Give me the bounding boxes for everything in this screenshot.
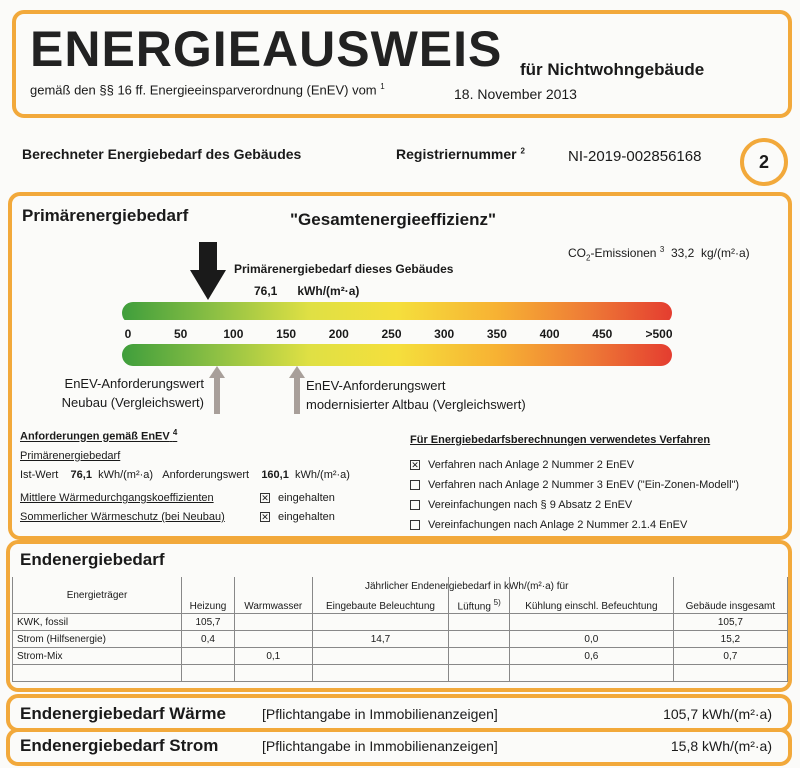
table-cell: Strom (Hilfsenergie) [13,631,182,648]
altbau-reference-arrow-icon [289,366,305,414]
table-cell: 105,7 [673,614,787,631]
power-demand-note: [Pflichtangabe in Immobilienanzeigen] [262,738,498,754]
heat-demand-note: [Pflichtangabe in Immobilienanzeigen] [262,706,498,722]
column-header: Energieträger [13,577,182,614]
table-cell: 0,7 [673,648,787,665]
table-cell: Strom-Mix [13,648,182,665]
table-cell: 0,1 [234,648,312,665]
efficiency-heading: "Gesamtenergieeffizienz" [290,210,497,229]
page-title: ENERGIEAUSWEIS [30,21,503,77]
scale-tick-label: 450 [592,327,613,341]
heat-demand-value: 105,7 kWh/(m²·a) [663,706,772,722]
scale-tick-label: 200 [328,327,349,341]
end-energy-table [12,577,788,682]
table-cell [449,631,510,648]
table-cell [234,631,312,648]
table-cell: 105,7 [182,614,235,631]
checkbox-checked-icon: ✕ [411,460,419,471]
registration-label: Registriernummer $^2$ [396,146,525,162]
table-cell: 0,4 [182,631,235,648]
table-cell [312,665,449,682]
energy-demand-label: Berechneter Energiebedarf des Gebäudes [22,146,302,162]
building-demand-label: Primärenergiebedarf dieses Gebäudes [234,262,454,276]
registration-number: NI-2019-002856168 [568,148,702,165]
table-cell [234,614,312,631]
altbau-reference-label: EnEV-Anforderungswert modernisierter Altbau (Vergleichswert) [306,378,526,412]
method-item-label: Vereinfachungen nach § 9 Absatz 2 EnEV [428,499,633,511]
table-row [13,614,788,631]
u-value-status: ✕ eingehalten [261,492,335,504]
power-demand-value: 15,8 kWh/(m²·a) [670,738,772,754]
scale-tick-label: >500 [645,327,673,341]
scale-tick-label: 300 [434,327,455,341]
power-demand-label: Endenergiebedarf Strom [20,736,219,755]
heat-demand-label: Endenergiebedarf Wärme [20,704,226,723]
method-item-label: Verfahren nach Anlage 2 Nummer 2 EnEV [428,459,635,471]
column-header: Gebäude insgesamt [673,577,787,614]
method-item [410,479,739,491]
requirements-heading: Anforderungen gemäß EnEV $^4$ [20,428,178,443]
column-header: Heizung [182,577,235,614]
table-cell [182,665,235,682]
checkbox-empty-icon [410,500,420,510]
table-cell [509,665,673,682]
method-item-label: Verfahren nach Anlage 2 Nummer 3 EnEV ("Ein-Zonen-Modell") [428,479,740,491]
requirements-sub: Primärenergiebedarf [20,450,121,462]
methods-list [410,459,739,539]
checkbox-checked-icon: ✕ [261,512,269,523]
table-cell [182,648,235,665]
table-row [13,648,788,665]
table-row [13,665,788,682]
table-cell: 14,7 [312,631,449,648]
table-cell: 15,2 [673,631,787,648]
checkbox-empty-icon [410,520,420,530]
method-item [410,519,739,531]
scale-tick-label: 400 [539,327,560,341]
column-header: Eingebaute Beleuchtung [312,577,449,614]
checkbox-empty-icon [410,480,420,490]
table-cell [312,648,449,665]
scale-tick-label: 50 [174,327,188,341]
primary-heading: Primärenergiebedarf [22,206,189,225]
scale-tick-label: 0 [124,327,132,341]
table-cell [312,614,449,631]
scale-tick-label: 350 [486,327,507,341]
method-item [410,499,739,511]
table-cell [673,665,787,682]
neubau-reference-arrow-icon [209,366,225,414]
method-item [410,459,739,471]
co2-emissions: $CO_2$-Emissionen $^3$ 33,2 kg/(m²·a) [568,245,750,263]
law-reference: gemäß den §§ 16 ff. Energieeinsparverordnung (EnEV) vom $^1$ [30,82,385,98]
table-cell [509,614,673,631]
scale-tick-label: 150 [276,327,297,341]
table-cell: 0,6 [509,648,673,665]
table-cell [449,665,510,682]
page-number-badge: 2 [740,138,788,186]
table-row [13,631,788,648]
page-subtitle: für Nichtwohngebäude [520,60,705,79]
column-header: Kühlung einschl. Befeuchtung [509,577,673,614]
table-cell [234,665,312,682]
table-cell: KWK, fossil [13,614,182,631]
end-energy-heading: Endenergiebedarf [20,550,165,569]
building-demand-value: 76,1 kWh/(m²·a) [254,284,360,298]
methods-heading: Für Energiebedarfsberechnungen verwendetes Verfahren [410,434,711,446]
table-cell: 0,0 [509,631,673,648]
u-value-label: Mittlere Wärmedurchgangskoeffizienten [20,492,214,504]
scale-tick-label: 250 [381,327,402,341]
checkbox-checked-icon: ✕ [261,493,269,504]
requirements-values: Ist-Wert 76,1 kWh/(m²·a) Anforderungswert 160,1 kWh/(m²·a) [20,469,350,481]
efficiency-scale-bottom [122,344,672,366]
neubau-reference-label: EnEV-Anforderungswert Neubau (Vergleichswert) [61,376,204,410]
method-item-label: Vereinfachungen nach Anlage 2 Nummer 2.1.4 EnEV [428,519,688,531]
table-caption: Jährlicher Endenergiebedarf in kWh/(m²·a) für [365,581,569,592]
column-header: Warmwasser [234,577,312,614]
summer-protection-status: ✕ eingehalten [261,511,335,523]
law-date: 18. November 2013 [454,86,577,102]
summer-protection-label: Sommerlicher Wärmeschutz (bei Neubau) [20,511,225,523]
table-cell [449,614,510,631]
table-cell [449,648,510,665]
table-cell [13,665,182,682]
column-header: Lüftung $^{5)}$ [449,577,510,614]
scale-tick-label: 100 [223,327,244,341]
building-demand-arrow-icon [190,242,226,300]
